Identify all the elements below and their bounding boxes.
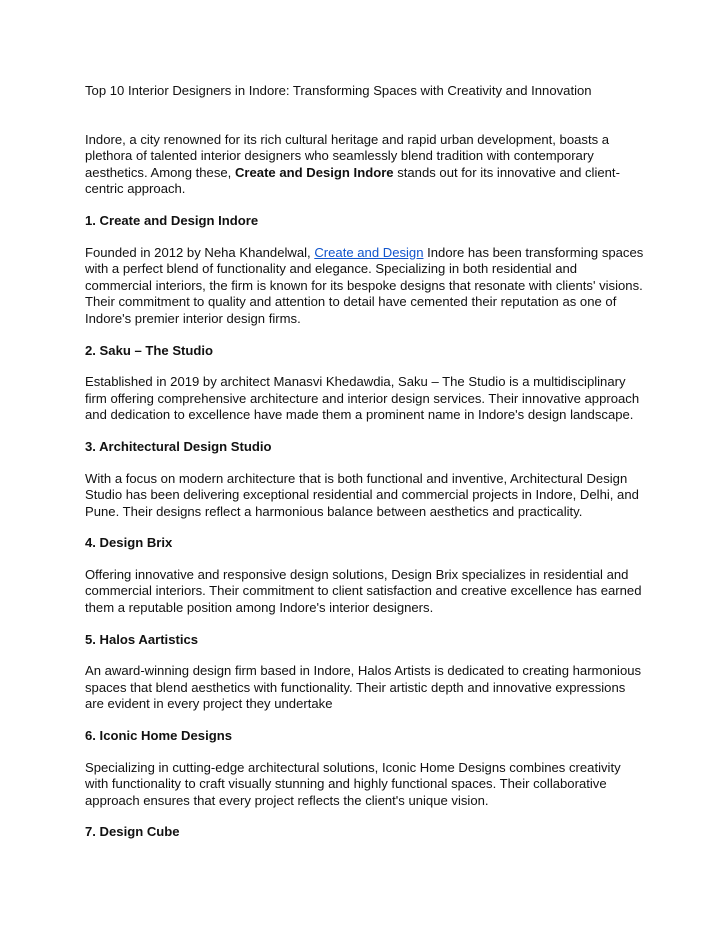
section-body-2: Established in 2019 by architect Manasvi Khedawdia, Saku – The Studio is a multidisciplinary firm offering comprehensive architecture and interior design services. Their innovative approach and dedication to excellence have made them a prominent name in Indore's design landscape.	[85, 374, 640, 423]
section-heading-4: 4. Design Brix	[85, 535, 173, 551]
section-body-6: Specializing in cutting-edge architectural solutions, Iconic Home Designs combines creativity with functionality to craft visually stunning and highly functional spaces. Their collaborative approach ensures that every project reflects the client's unique vision.	[85, 759, 621, 808]
document-title: Top 10 Interior Designers in Indore: Transforming Spaces with Creativity and Innovation	[85, 83, 592, 98]
section-body-5: An award-winning design firm based in Indore, Halos Artists is dedicated to creating harmonious spaces that blend aesthetics with functionality. Their artistic depth and innovative expressions are evident in every project they undertake	[85, 663, 642, 712]
document-content	[85, 83, 645, 856]
section-heading-1: 1. Create and Design Indore	[85, 212, 259, 228]
section-body-4: Offering innovative and responsive design solutions, Design Brix specializes in residential and commercial interiors. Their commitment to client satisfaction and creative excellence has earned them a reputable position among Indore's interior designers.	[85, 566, 642, 616]
section-heading-3: 3. Architectural Design Studio	[85, 438, 272, 454]
intro-bold-company: Create and Design Indore	[234, 164, 394, 180]
intro-paragraph	[85, 132, 645, 198]
section-heading-5: 5. Halos Aartistics	[85, 631, 199, 647]
section-body-1	[85, 245, 645, 328]
section-heading-6: 6. Iconic Home Designs	[85, 728, 232, 744]
section-1-text-before: Founded in 2012 by Neha Khandelwal,	[85, 244, 315, 260]
intro-text-before: Indore, a city renowned for its rich cultural heritage and rapid urban development, boasts a plethora of talented interior designers who seamlessly blend tradition with contemporary aesthetics. Among these,	[85, 131, 610, 180]
section-heading-7: 7. Design Cube	[85, 824, 180, 840]
intro-text-after: stands out for its innovative and client-centric approach.	[85, 164, 620, 197]
section-body-3: With a focus on modern architecture that is both functional and inventive, Architectural Design Studio has been delivering exceptional residential and commercial projects in Indore, Delhi, and Pune. Their designs reflect a harmonious balance between aesthetics and practicality.	[85, 470, 639, 519]
section-heading-2: 2. Saku – The Studio	[85, 342, 214, 358]
create-and-design-link[interactable]: Create and Design	[314, 244, 424, 260]
section-1-text-after: Indore has been transforming spaces with a perfect blend of functionality and elegance. Specializing in both residential and commercial interiors, the firm is known for its bespoke designs that resonate with clients' visions. Their commitment to quality and attention to detail have cemented their reputation as one of Indore's premier interior design firms.	[85, 244, 644, 326]
